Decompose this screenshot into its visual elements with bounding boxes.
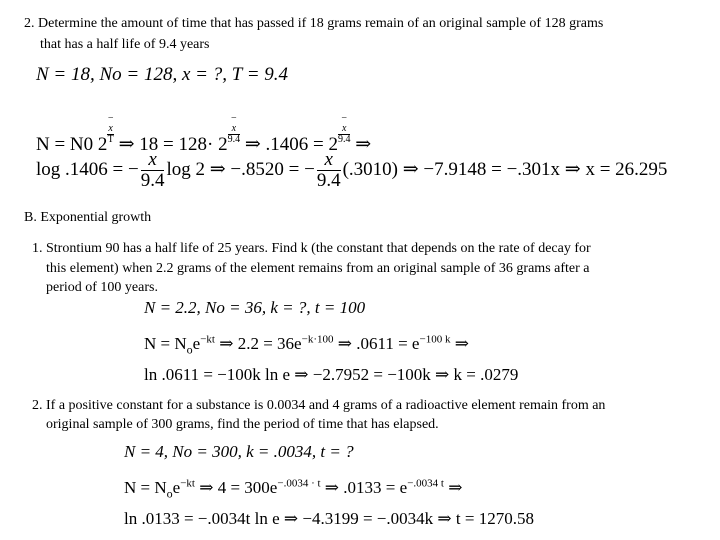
eq1-exponent-3: − x 9.4 (337, 113, 351, 145)
eq2-fraction-1: $\frac{x}{9.4}$ (140, 149, 165, 191)
eq1-end: ⇒ (355, 134, 372, 155)
eq1-mid-2: ⇒ .1406 = 2 (244, 134, 338, 155)
b2-eq1-exp3: −.0034 t (407, 477, 444, 490)
problem2-given (36, 64, 288, 86)
b1-equation-1: $N = N_oe^{-kt}$ ⇒ $2.2 = 36e^{-k\cdot 100}$ ⇒ $.0611 = e^{-100 k}$ ⇒ (144, 333, 469, 357)
b1-text-line3: period of 100 years. (46, 280, 158, 295)
eq2-fraction-2: $\frac{x}{9.4}$ (316, 149, 341, 191)
b1-eq1-exp3: −100 k (419, 333, 451, 346)
b2-given (124, 442, 354, 462)
b1-eq1-d: ⇒ .0611 = e (337, 334, 420, 353)
problem2-text-line1: 2. Determine the amount of time that has passed if 18 grams remain of an original sample of 128 grams (24, 16, 604, 31)
b2-eq1-a: N = N (124, 478, 167, 497)
b2-eq1-c: ⇒ 4 = 300e (199, 478, 278, 497)
b2-equation-1: $N = N_oe^{-kt}$ ⇒ $4 = 300e^{-.0034 \cdot t}$ ⇒ $.0133 = e^{-.0034 t}$ ⇒ (124, 477, 463, 501)
b1-given-expression: N = 2.2, No = 36, k = ?, t = 100 (144, 298, 366, 317)
eq2-mid: log 2 ⇒ −.8520 = − (166, 158, 315, 180)
eq2-start: log .1406 = − (36, 158, 139, 180)
b2-eq1-e: ⇒ (448, 478, 463, 497)
b2-eq1-exp2: −.0034 · t (277, 477, 321, 490)
b1-eq1-c: ⇒ 2.2 = 36e (219, 334, 302, 353)
problem2-equation-2 (36, 150, 667, 191)
eq1-mid-1: ⇒ 18 = 128· 2 (118, 134, 228, 155)
b1-eq1-e: ⇒ (454, 334, 469, 353)
eq1-exponent-2: − x 9.4 (227, 113, 241, 145)
eq1-exponent-1: − x T (107, 113, 114, 145)
b2-equation-2: ln .0133 = −.0034t ln e ⇒ −4.3199 = −.0034k ⇒ t = 1270.58 (124, 509, 534, 528)
b1-text-line1: 1. Strontium 90 has a half life of 25 years. Find k (the constant that depends on the rate of decay for (32, 241, 591, 256)
b2-eq1-exp1: −kt (180, 477, 195, 490)
b2-text-line2: original sample of 300 grams, find the period of time that has elapsed. (46, 417, 439, 432)
b1-eq1-exp2: −k·100 (301, 333, 334, 346)
b2-text-line1: 2. If a positive constant for a substance is 0.0034 and 4 grams of a radioactive element remain from an (32, 398, 606, 413)
b1-eq1-exp1: −kt (200, 333, 215, 346)
eq1-start: N = N0 2 (36, 134, 108, 155)
problem2-text-line2: that has a half life of 9.4 years (40, 37, 210, 52)
eq2-end: (.3010) ⇒ −7.9148 = −.301x ⇒ x = 26.295 (342, 158, 668, 180)
b1-given (144, 298, 365, 318)
b1-eq1-a: N = N (144, 334, 187, 353)
b1-equation-2: ln .0611 = −100k ln e ⇒ −2.7952 = −100k ⇒ k = .0279 (144, 365, 519, 384)
b2-given-expression: N = 4, No = 300, k = .0034, t = ? (124, 442, 354, 461)
b2-eq1-d: ⇒ .0133 = e (324, 478, 408, 497)
b2-eq1-b: e (172, 478, 181, 497)
b1-text-line2: this element) when 2.2 grams of the element remains from an original sample of 36 grams after a (46, 261, 590, 276)
section-b-title: B. Exponential growth (24, 210, 152, 225)
b1-eq1-b: e (192, 334, 201, 353)
given-expression: N = 18, No = 128, x = ?, T = 9.4 (36, 64, 289, 85)
